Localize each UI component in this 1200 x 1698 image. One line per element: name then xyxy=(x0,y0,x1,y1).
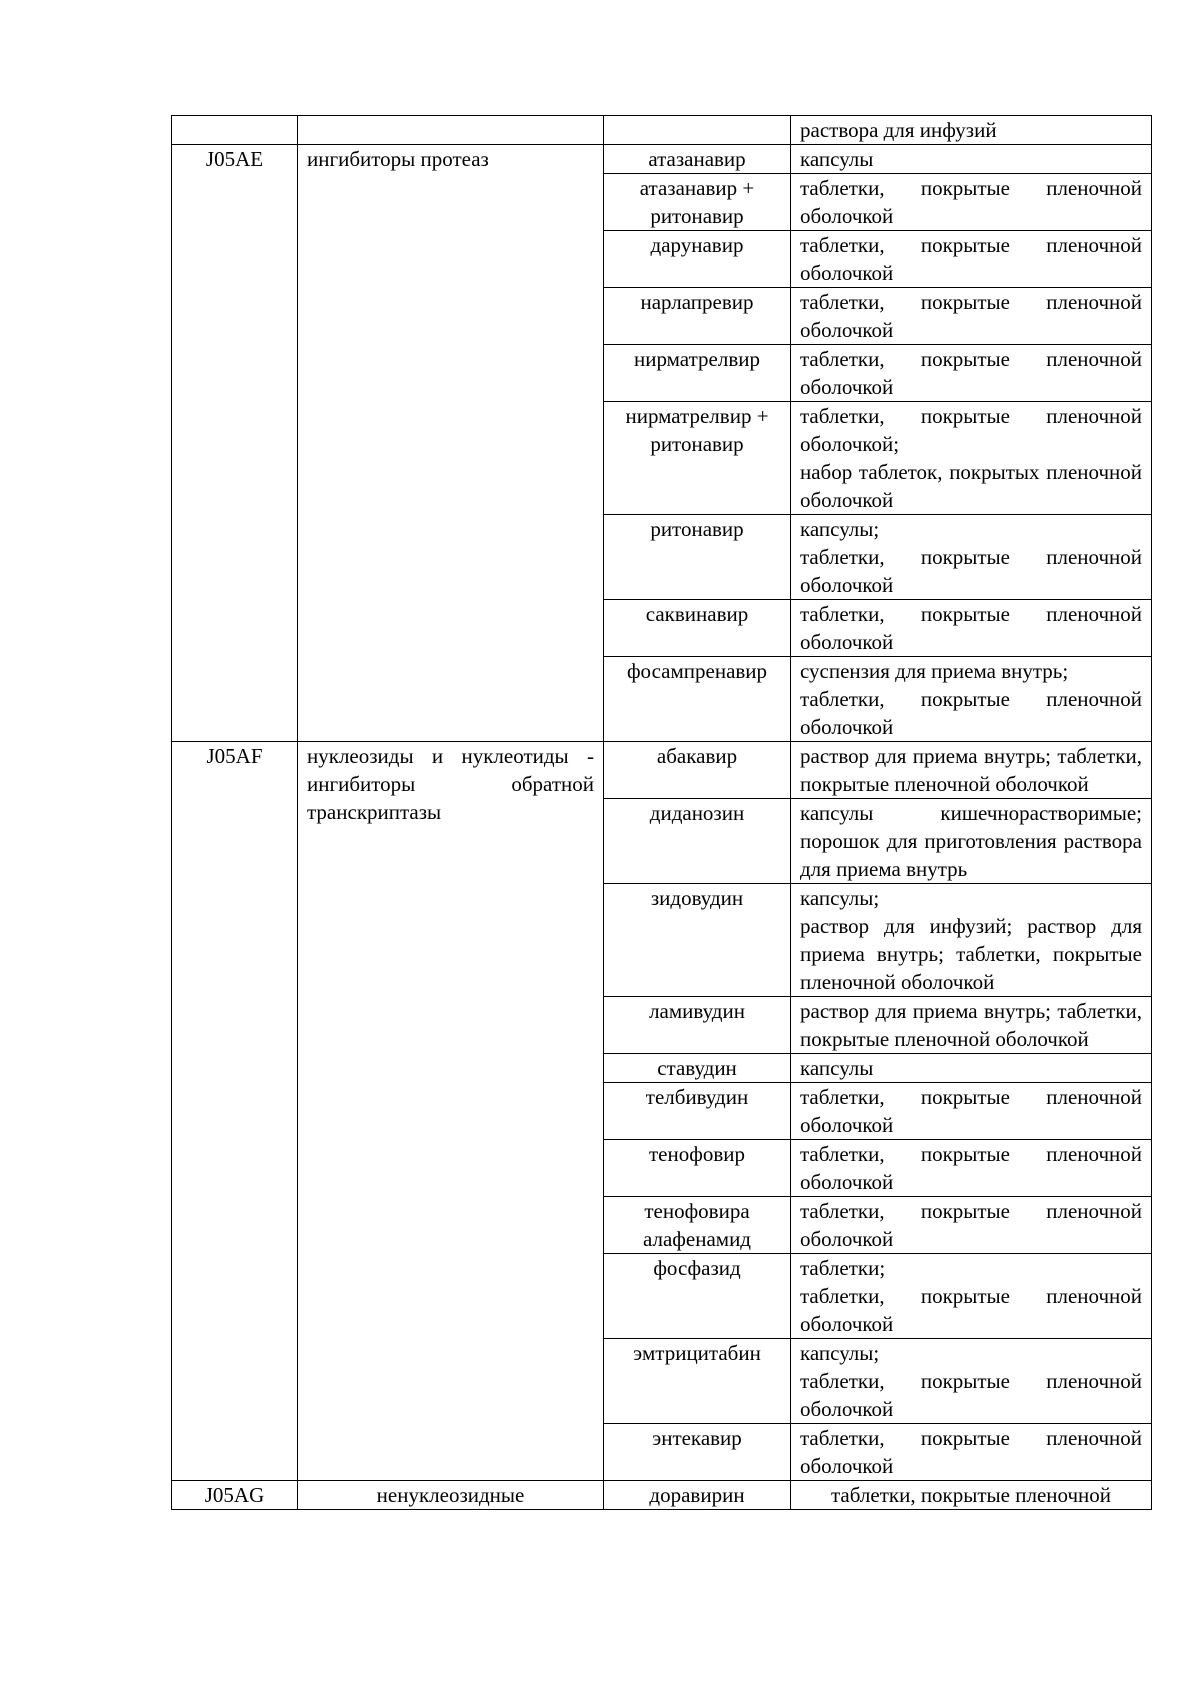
dosage-form-cell xyxy=(791,345,1152,402)
drug-name-cell: фосампренавир xyxy=(604,657,791,742)
dosage-form-cell xyxy=(791,1140,1152,1197)
drug-name-cell: атазанавир xyxy=(604,145,791,174)
dosage-form-cell xyxy=(791,1254,1152,1339)
dosage-form-cell xyxy=(791,1481,1152,1510)
table-row xyxy=(172,116,1152,145)
dosage-form-text: капсулы xyxy=(800,1056,874,1080)
dosage-form-text: капсулы xyxy=(800,147,874,171)
dosage-form-text: капсулы; xyxy=(800,1341,880,1365)
atc-code-cell: J05AF xyxy=(172,742,298,1481)
drug-name-cell: нирматрелвир xyxy=(604,345,791,402)
dosage-form-text: раствора для инфузий xyxy=(800,118,997,142)
drug-name-cell: зидовудин xyxy=(604,884,791,997)
dosage-form-text: раствор для приема внутрь; таблетки, покрытые пленочной оболочкой xyxy=(800,999,1142,1051)
dosage-form-cell xyxy=(791,145,1152,174)
dosage-form-cell xyxy=(791,515,1152,600)
dosage-form-text: капсулы; xyxy=(800,886,880,910)
drug-name-cell xyxy=(604,116,791,145)
dosage-form-cell xyxy=(791,288,1152,345)
dosage-form-cell xyxy=(791,1054,1152,1083)
document-page xyxy=(171,115,1151,1510)
table-row xyxy=(172,742,1152,799)
dosage-form-text: раствор для приема внутрь; таблетки, покрытые пленочной оболочкой xyxy=(800,744,1142,796)
dosage-form-cell xyxy=(791,657,1152,742)
dosage-form-text: капсулы; xyxy=(800,517,880,541)
dosage-form-text: капсулы кишечнорастворимые; порошок для приготовления раствора для приема внутрь xyxy=(800,801,1142,881)
dosage-form-cell xyxy=(791,799,1152,884)
dosage-form-text: набор таблеток, покрытых пленочной оболочкой xyxy=(800,460,1142,512)
drug-name-cell: эмтрицитабин xyxy=(604,1339,791,1424)
dosage-form-cell xyxy=(791,402,1152,515)
dosage-form-text: таблетки, покрытые пленочной оболочкой xyxy=(800,176,1142,228)
dosage-form-cell xyxy=(791,174,1152,231)
dosage-form-cell xyxy=(791,997,1152,1054)
dosage-form-text: таблетки, покрытые пленочной оболочкой xyxy=(800,1085,1142,1137)
atc-code-cell: J05AG xyxy=(172,1481,298,1510)
drug-name-cell: атазанавир + ритонавир xyxy=(604,174,791,231)
dosage-form-cell xyxy=(791,116,1152,145)
drug-name-cell: тенофовир xyxy=(604,1140,791,1197)
dosage-form-text: суспензия для приема внутрь; xyxy=(800,659,1069,683)
dosage-form-text: таблетки, покрытые пленочной оболочкой xyxy=(800,233,1142,285)
drug-name-cell: ритонавир xyxy=(604,515,791,600)
drug-name-cell: нарлапревир xyxy=(604,288,791,345)
dosage-form-text: таблетки, покрытые пленочной оболочкой xyxy=(800,1426,1142,1478)
drug-name-cell: энтекавир xyxy=(604,1424,791,1481)
drug-name-cell: дарунавир xyxy=(604,231,791,288)
dosage-form-cell xyxy=(791,884,1152,997)
dosage-form-cell xyxy=(791,231,1152,288)
table-row xyxy=(172,1481,1152,1510)
group-name-cell: нуклеозиды и нуклеотиды - ингибиторы обратной транскриптазы xyxy=(298,742,604,1481)
group-name-cell: ненуклеозидные xyxy=(298,1481,604,1510)
dosage-form-text: таблетки, покрытые пленочной оболочкой xyxy=(800,545,1142,597)
atc-code-cell: J05AE xyxy=(172,145,298,742)
dosage-form-text: таблетки, покрытые пленочной оболочкой xyxy=(800,602,1142,654)
group-name-cell xyxy=(298,116,604,145)
dosage-form-cell xyxy=(791,1083,1152,1140)
drug-name-cell: доравирин xyxy=(604,1481,791,1510)
drug-name-cell: ставудин xyxy=(604,1054,791,1083)
dosage-form-text: таблетки, покрытые пленочной оболочкой xyxy=(800,347,1142,399)
drug-name-cell: диданозин xyxy=(604,799,791,884)
drug-name-cell: телбивудин xyxy=(604,1083,791,1140)
dosage-form-text: таблетки, покрытые пленочной оболочкой xyxy=(800,1142,1142,1194)
drug-table xyxy=(171,115,1152,1510)
dosage-form-text: таблетки, покрытые пленочной xyxy=(830,1483,1111,1507)
table-row xyxy=(172,145,1152,174)
drug-name-cell: абакавир xyxy=(604,742,791,799)
group-name-cell: ингибиторы протеаз xyxy=(298,145,604,742)
drug-name-cell: фосфазид xyxy=(604,1254,791,1339)
dosage-form-cell xyxy=(791,1339,1152,1424)
dosage-form-text: раствор для инфузий; раствор для приема внутрь; таблетки, покрытые пленочной оболочкой xyxy=(800,914,1142,994)
dosage-form-text: таблетки, покрытые пленочной оболочкой; xyxy=(800,404,1142,456)
dosage-form-text: таблетки, покрытые пленочной оболочкой xyxy=(800,1199,1142,1251)
drug-name-cell: ламивудин xyxy=(604,997,791,1054)
drug-table-body xyxy=(172,116,1152,1510)
dosage-form-text: таблетки, покрытые пленочной оболочкой xyxy=(800,687,1142,739)
dosage-form-cell xyxy=(791,742,1152,799)
dosage-form-text: таблетки; xyxy=(800,1256,886,1280)
drug-name-cell: нирматрелвир + ритонавир xyxy=(604,402,791,515)
atc-code-cell xyxy=(172,116,298,145)
dosage-form-cell xyxy=(791,600,1152,657)
drug-name-cell: тенофовира алафенамид xyxy=(604,1197,791,1254)
dosage-form-cell xyxy=(791,1197,1152,1254)
dosage-form-text: таблетки, покрытые пленочной оболочкой xyxy=(800,290,1142,342)
drug-name-cell: саквинавир xyxy=(604,600,791,657)
dosage-form-cell xyxy=(791,1424,1152,1481)
dosage-form-text: таблетки, покрытые пленочной оболочкой xyxy=(800,1369,1142,1421)
dosage-form-text: таблетки, покрытые пленочной оболочкой xyxy=(800,1284,1142,1336)
